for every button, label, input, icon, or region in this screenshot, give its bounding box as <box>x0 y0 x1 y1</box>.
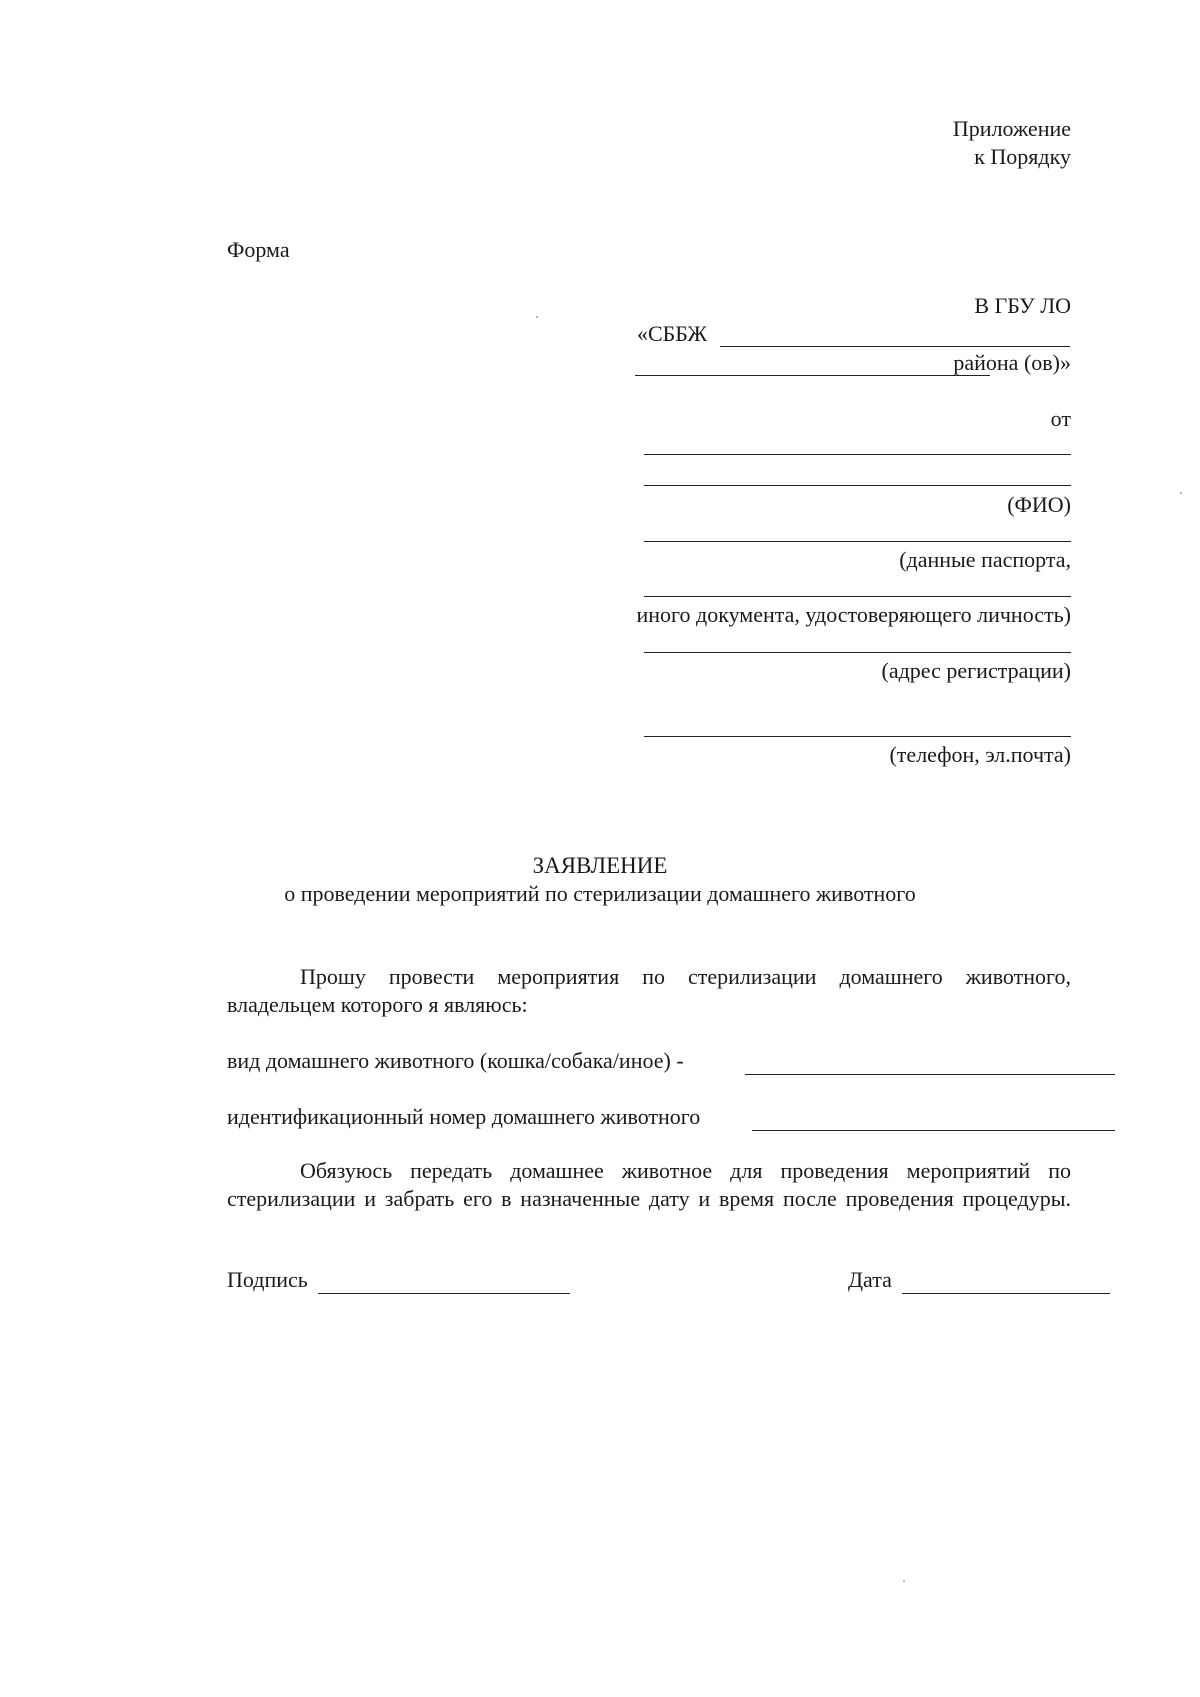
date-label: Дата <box>848 1267 892 1292</box>
addressee-to: В ГБУ ЛО <box>974 293 1071 318</box>
from-label: от <box>1050 406 1071 431</box>
org-name-field[interactable] <box>720 346 1070 347</box>
signature-label: Подпись <box>227 1267 308 1292</box>
appendix-line-1: Приложение <box>952 116 1071 141</box>
request-line-1: Прошу провести мероприятия по стерилизации домашнего животного, <box>300 964 1071 989</box>
signature-field[interactable] <box>318 1293 570 1294</box>
contact-caption: (телефон, эл.почта) <box>889 742 1071 767</box>
scan-speck <box>903 1580 905 1582</box>
passport-caption: (данные паспорта, <box>899 547 1071 572</box>
address-caption: (адрес регистрации) <box>881 658 1071 683</box>
address-field[interactable] <box>644 652 1071 653</box>
animal-type-field[interactable] <box>745 1074 1115 1075</box>
animal-id-field[interactable] <box>752 1130 1115 1131</box>
fio-caption: (ФИО) <box>1007 492 1071 517</box>
statement-subheading: о проведении мероприятий по стерилизации домашнего животного <box>284 881 916 906</box>
scan-speck <box>536 316 538 318</box>
appendix-line-2: к Порядку <box>974 144 1071 169</box>
contact-field[interactable] <box>644 736 1071 737</box>
org-prefix: «СББЖ <box>637 321 708 346</box>
obligation-line-1: Обязуюсь передать домашнее животное для проведения мероприятий по <box>300 1158 1071 1183</box>
request-line-2: владельцем которого я являюсь: <box>227 992 528 1017</box>
fio-field-line-2[interactable] <box>644 485 1071 486</box>
id-doc-field[interactable] <box>644 596 1071 597</box>
form-label: Форма <box>227 237 290 262</box>
animal-id-label: идентификационный номер домашнего животного <box>227 1104 701 1129</box>
statement-heading: ЗАЯВЛЕНИЕ <box>532 853 668 878</box>
scan-speck <box>1180 492 1182 494</box>
date-field[interactable] <box>902 1293 1110 1294</box>
id-doc-caption: иного документа, удостоверяющего личность) <box>636 602 1071 627</box>
district-suffix: района (ов)» <box>953 350 1071 375</box>
animal-type-label: вид домашнего животного (кошка/собака/иное) - <box>227 1048 684 1073</box>
passport-field[interactable] <box>644 541 1071 542</box>
obligation-line-2: стерилизации и забрать его в назначенные дату и время после проведения процедуры. <box>227 1186 1071 1211</box>
district-field[interactable] <box>635 375 990 376</box>
fio-field-line-1[interactable] <box>644 454 1071 455</box>
